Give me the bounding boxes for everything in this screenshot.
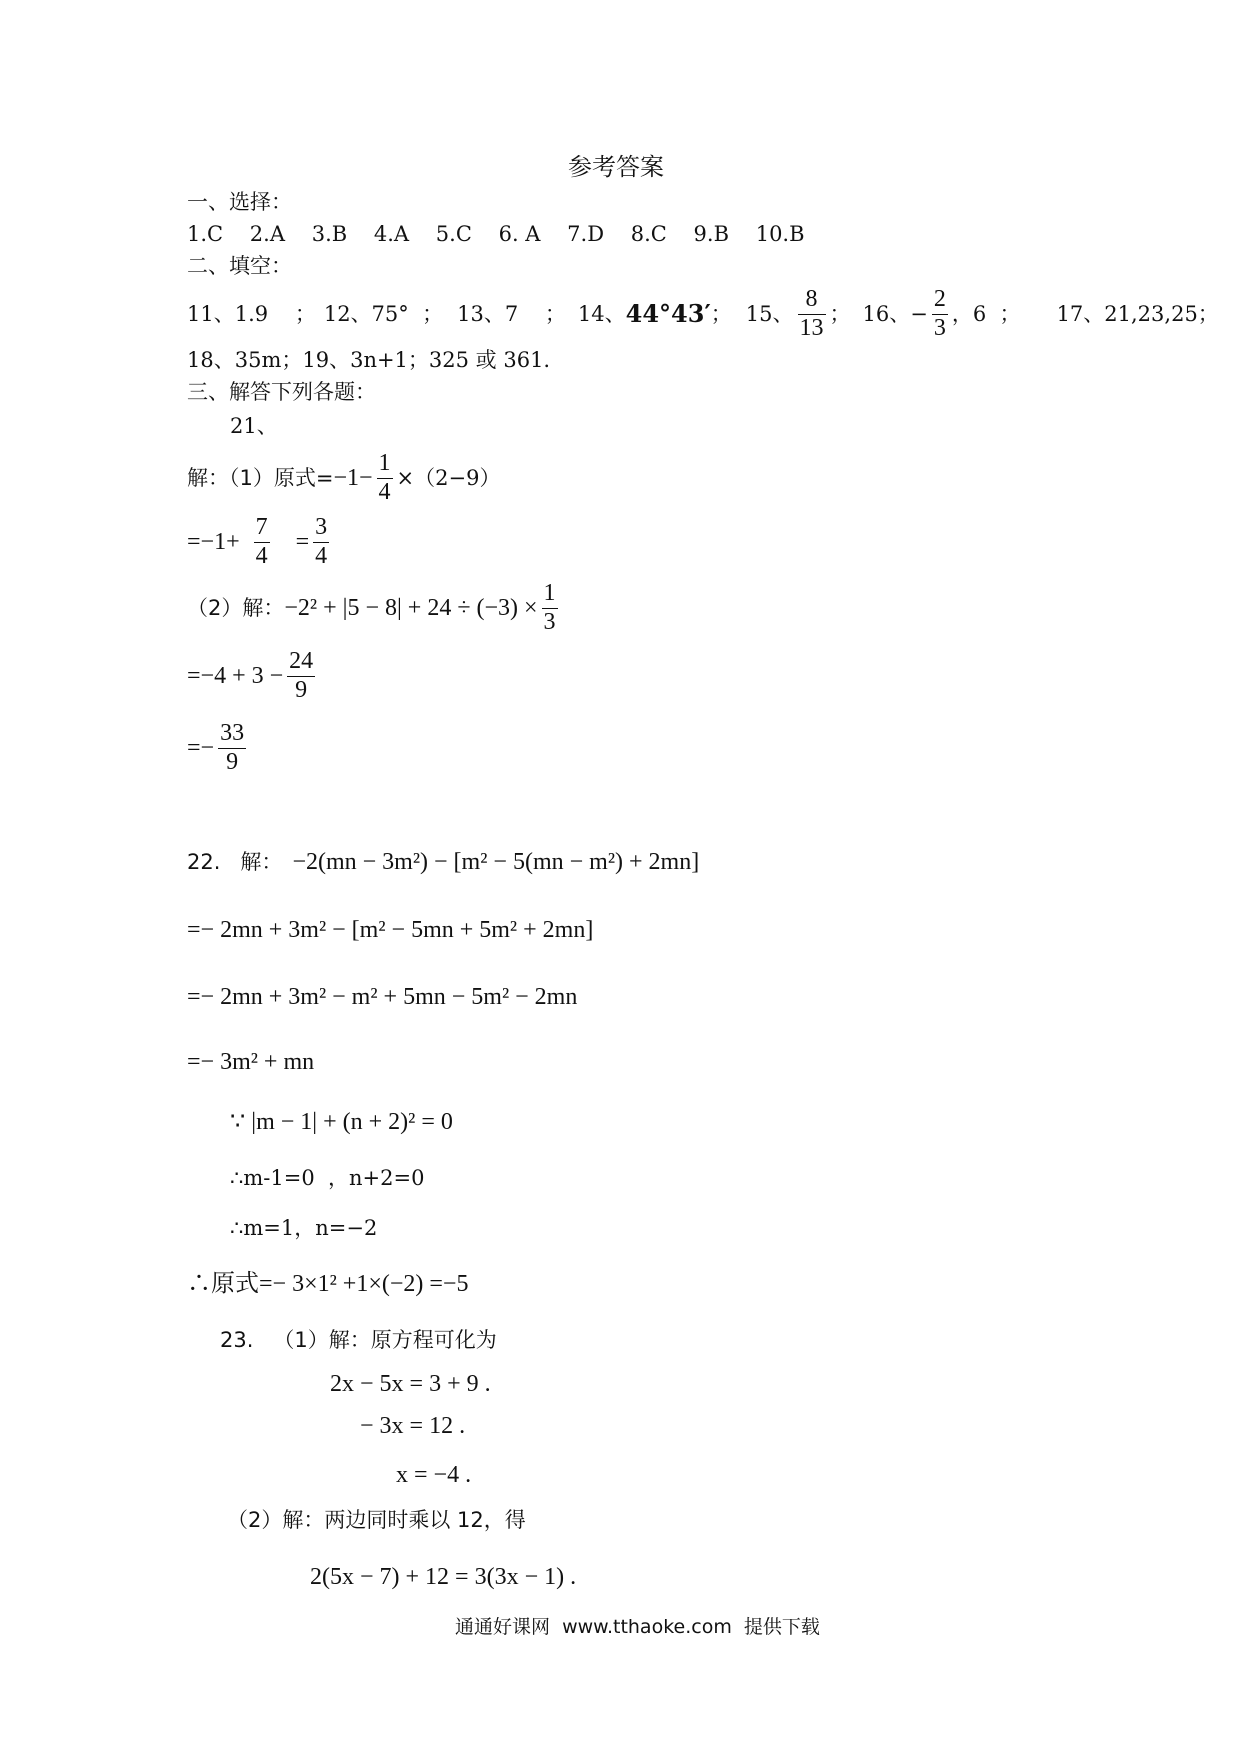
answer-15-fraction bbox=[798, 286, 826, 342]
q23-step1: 2x − 5x = 3 + 9 . bbox=[330, 1371, 491, 1397]
q21-part1-numerator: 1 bbox=[377, 450, 393, 479]
q21-part2-fraction bbox=[542, 580, 558, 636]
q21-part1 bbox=[187, 450, 500, 506]
q21-part2-expr: −2² + |5 − 8| + 24 ÷ (−3) × bbox=[284, 595, 538, 622]
answer-16-fraction bbox=[932, 286, 948, 342]
answer-16-suffix: ，6 ； bbox=[951, 301, 1021, 326]
q21-step3-numerator: 33 bbox=[218, 720, 246, 749]
fill-blank-line-2: 18、35m；19、3n+1；325 或 361. bbox=[187, 348, 551, 372]
answer-15-suffix: ； bbox=[829, 301, 851, 326]
answer-13: 13、7 ； bbox=[457, 301, 566, 326]
fill-blank-line-1 bbox=[187, 286, 1219, 342]
answer-15-numerator: 8 bbox=[798, 286, 826, 315]
q21-part2-numerator: 1 bbox=[542, 580, 558, 609]
answer-17: 17、21,23,25； bbox=[1056, 301, 1219, 326]
q21-step1-fraction bbox=[254, 514, 270, 570]
q21-part2-denominator: 3 bbox=[543, 608, 556, 635]
q21-step1-numerator: 7 bbox=[254, 514, 270, 543]
q21-part1-prefix: 解：（1）原式= bbox=[187, 465, 334, 490]
q22-derivation-2: ∴m=1，n=−2 bbox=[230, 1216, 378, 1240]
q23-part2-label: （2）解：两边同时乘以 12，得 bbox=[227, 1508, 526, 1532]
q23-step2: − 3x = 12 . bbox=[360, 1413, 466, 1439]
section1-heading: 一、选择： bbox=[187, 190, 292, 214]
q22-expression: −2(mn − 3m²) − [m² − 5(mn − m²) + 2mn] bbox=[292, 849, 700, 875]
q22-step3: =− 3m² + mn bbox=[187, 1049, 315, 1075]
q21-part1-step1 bbox=[187, 514, 333, 570]
q21-step1-numerator2: 3 bbox=[313, 514, 329, 543]
section2-heading: 二、填空： bbox=[187, 254, 292, 278]
q21-step2-denominator: 9 bbox=[295, 676, 308, 703]
q21-part1-fraction bbox=[377, 450, 393, 506]
q21-part1-expr-b: ×（2−9） bbox=[396, 465, 501, 490]
q23-part1-label: 23. （1）解：原方程可化为 bbox=[220, 1328, 497, 1352]
section3-heading: 三、解答下列各题： bbox=[187, 380, 376, 404]
q22-step1: =− 2mn + 3m² − [m² − 5mn + 5m² + 2mn] bbox=[187, 917, 594, 943]
q22-problem bbox=[187, 850, 699, 874]
q21-step3-denominator: 9 bbox=[226, 748, 239, 775]
q21-step1-denominator2: 4 bbox=[315, 542, 328, 569]
answer-11: 11、1.9 ； bbox=[187, 301, 316, 326]
answer-16-denominator: 3 bbox=[933, 314, 946, 341]
q21-step1-a: =−1+ bbox=[187, 529, 240, 556]
answer-14-value: 44°43′ bbox=[625, 299, 711, 329]
q21-step1-denominator: 4 bbox=[255, 542, 268, 569]
q21-part2-step2 bbox=[187, 720, 250, 776]
q21-step3-fraction bbox=[218, 720, 246, 776]
q22-condition: ∵ |m − 1| + (n + 2)² = 0 bbox=[230, 1109, 453, 1135]
q22-derivation-1: ∴m-1=0 ，n+2=0 bbox=[230, 1166, 425, 1190]
q21-step3-a: =− bbox=[187, 735, 215, 762]
q22-result: ∴原式=− 3×1² +1×(−2) =−5 bbox=[187, 1271, 469, 1297]
q21-part1-expr-a: −1− bbox=[333, 465, 373, 492]
answer-15-prefix: 15、 bbox=[745, 301, 794, 326]
multiple-choice-answers: 1.C 2.A 3.B 4.A 5.C 6. A 7.D 8.C 9.B 10.B bbox=[187, 222, 805, 246]
answer-15-denominator: 13 bbox=[799, 314, 824, 341]
answer-16-numerator: 2 bbox=[932, 286, 948, 315]
answer-14-suffix: ； bbox=[710, 301, 732, 326]
q21-part2-prefix: （2）解： bbox=[187, 595, 285, 620]
q21-part2 bbox=[187, 580, 562, 636]
q21-part2-step1 bbox=[187, 648, 319, 704]
q21-step2-numerator: 24 bbox=[287, 648, 315, 677]
q23-step3: x = −4 . bbox=[396, 1462, 472, 1488]
q21-step2-fraction bbox=[287, 648, 315, 704]
page-footer: 通通好课网 www.tthaoke.com 提供下载 bbox=[455, 1616, 820, 1638]
q21-step2-a: =−4 + 3 − bbox=[187, 663, 284, 690]
q21-label: 21、 bbox=[230, 414, 278, 438]
answer-12: 12、75° ； bbox=[323, 301, 444, 326]
q23-part2-step1: 2(5x − 7) + 12 = 3(3x − 1) . bbox=[310, 1564, 577, 1590]
q21-step1-b: = bbox=[295, 529, 310, 556]
answer-16-prefix: 16、− bbox=[862, 301, 928, 326]
q21-step1-fraction2 bbox=[313, 514, 329, 570]
answer-14-prefix: 14、 bbox=[577, 301, 626, 326]
page-title: 参考答案 bbox=[568, 153, 664, 181]
q22-label: 22. 解： bbox=[187, 849, 283, 874]
q21-part1-denominator: 4 bbox=[378, 478, 391, 505]
q22-step2: =− 2mn + 3m² − m² + 5mn − 5m² − 2mn bbox=[187, 984, 578, 1010]
